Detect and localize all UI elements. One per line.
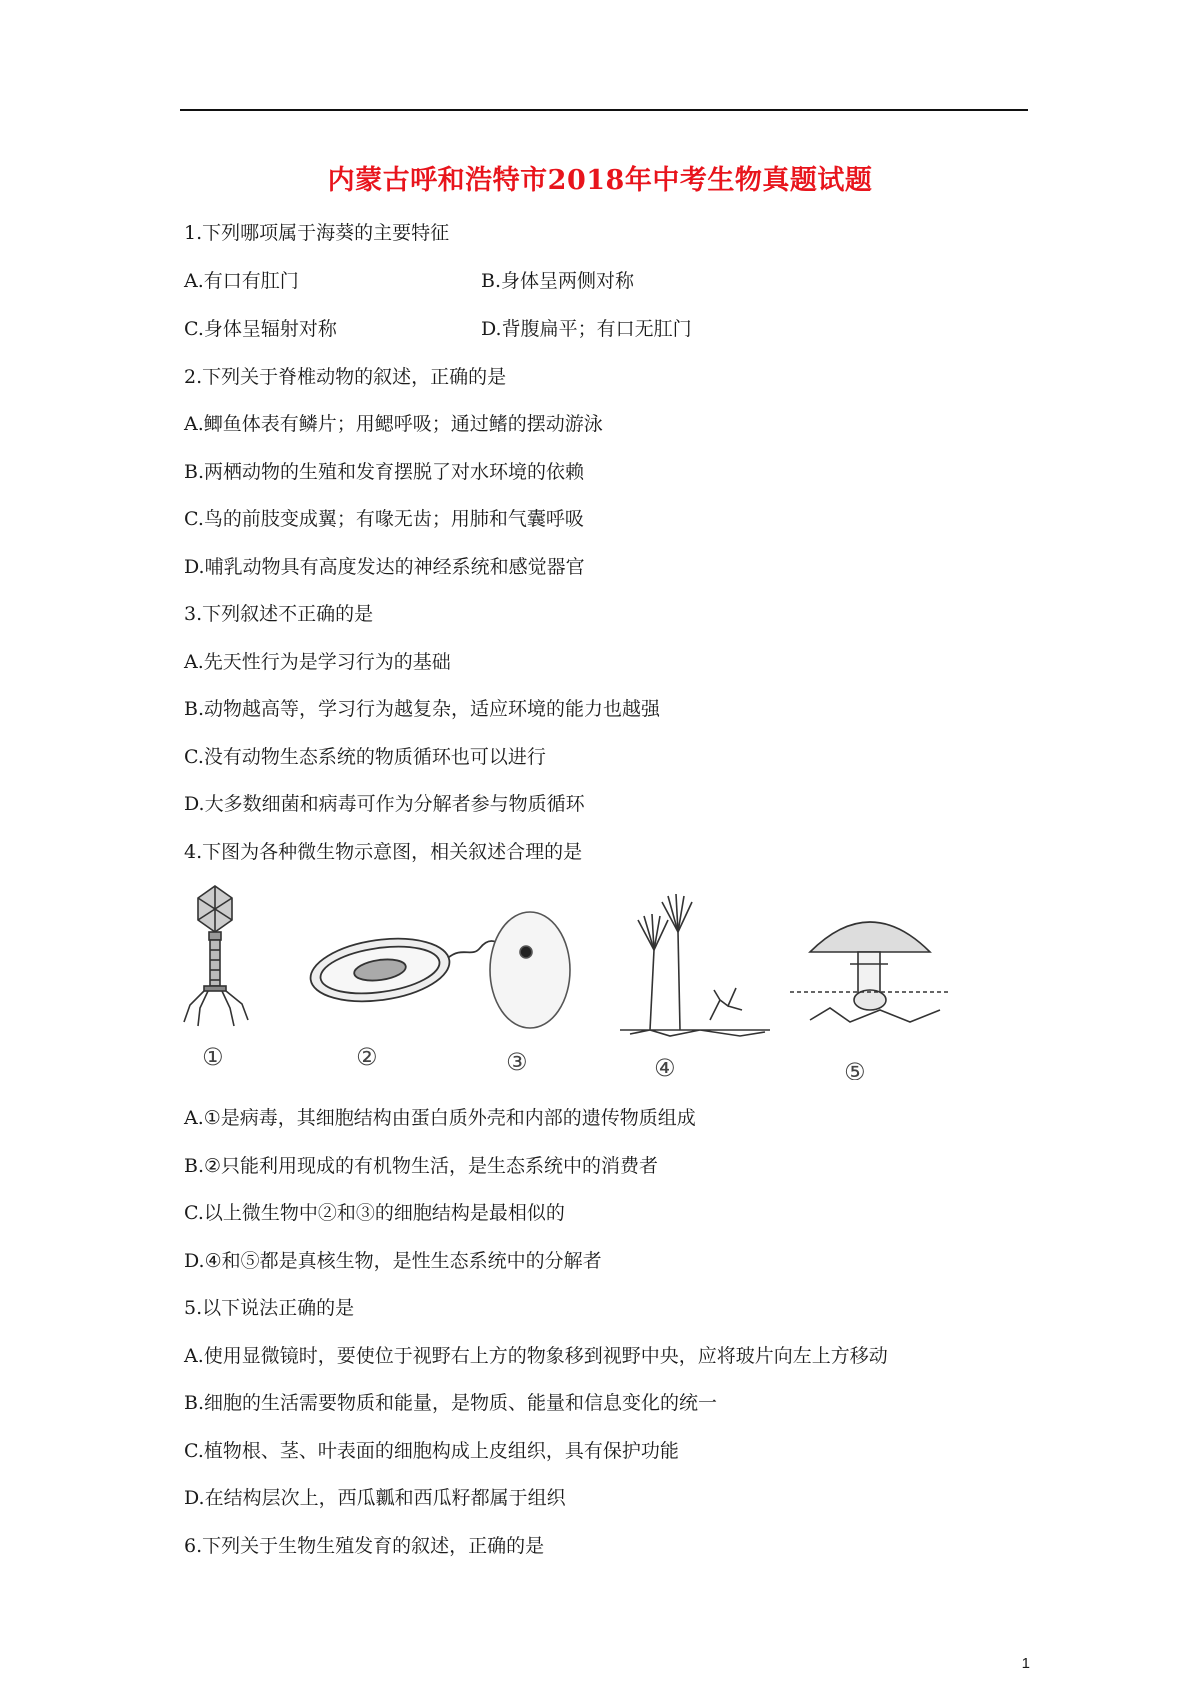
page-number: 1 xyxy=(1021,1655,1030,1672)
document-title: 内蒙古呼和浩特市2018年中考生物真题试题 xyxy=(327,165,873,196)
bacterium-illustration xyxy=(307,931,500,1010)
question-5-stem: 5.以下说法正确的是 xyxy=(184,1297,355,1319)
header-rule xyxy=(180,109,1028,111)
figure-label-2: ② xyxy=(356,1043,378,1071)
question-5-option-c: C.植物根、茎、叶表面的细胞构成上皮组织，具有保护功能 xyxy=(184,1440,679,1462)
figure-label-3: ③ xyxy=(506,1048,528,1076)
figure-label-1: ① xyxy=(202,1043,224,1071)
penicillium-illustration xyxy=(620,894,770,1036)
question-5-option-a: A.使用显微镜时，要使位于视野右上方的物象移到视野中央，应将玻片向左上方移动 xyxy=(184,1345,888,1367)
question-2-stem: 2.下列关于脊椎动物的叙述，正确的是 xyxy=(184,366,507,388)
question-1-option-d: D.背腹扁平；有口无肛门 xyxy=(481,318,692,340)
question-4-option-b: B.②只能利用现成的有机物生活，是生态系统中的消费者 xyxy=(184,1155,659,1177)
question-3-option-b: B.动物越高等，学习行为越复杂，适应环境的能力也越强 xyxy=(184,698,661,720)
question-3-option-d: D.大多数细菌和病毒可作为分解者参与物质循环 xyxy=(184,793,585,815)
microorganism-figure xyxy=(180,880,1020,1080)
question-4-option-d: D.④和⑤都是真核生物，是性生态系统中的分解者 xyxy=(184,1250,602,1272)
yeast-cell-illustration xyxy=(490,912,570,1028)
question-5-option-d: D.在结构层次上，西瓜瓤和西瓜籽都属于组织 xyxy=(184,1487,566,1509)
question-4-option-c: C.以上微生物中②和③的细胞结构是最相似的 xyxy=(184,1202,565,1224)
question-5-option-b: B.细胞的生活需要物质和能量，是物质、能量和信息变化的统一 xyxy=(184,1392,718,1414)
question-2-option-c: C.鸟的前肢变成翼；有喙无齿；用肺和气囊呼吸 xyxy=(184,508,584,530)
question-1-option-a: A.有口有肛门 xyxy=(184,270,299,292)
mushroom-illustration xyxy=(790,922,950,1022)
question-3-stem: 3.下列叙述不正确的是 xyxy=(184,603,374,625)
question-1-stem: 1.下列哪项属于海葵的主要特征 xyxy=(184,222,450,244)
question-1-option-c: C.身体呈辐射对称 xyxy=(184,318,337,340)
question-2-option-b: B.两栖动物的生殖和发育摆脱了对水环境的依赖 xyxy=(184,461,585,483)
question-2-option-a: A.鲫鱼体表有鳞片；用鳃呼吸；通过鳍的摆动游泳 xyxy=(184,413,603,435)
question-3-option-a: A.先天性行为是学习行为的基础 xyxy=(184,651,451,673)
question-4-stem: 4.下图为各种微生物示意图，相关叙述合理的是 xyxy=(184,841,583,863)
bacteriophage-illustration xyxy=(184,886,248,1026)
question-1-option-b: B.身体呈两侧对称 xyxy=(481,270,635,292)
figure-label-5: ⑤ xyxy=(844,1058,866,1080)
question-2-option-d: D.哺乳动物具有高度发达的神经系统和感觉器官 xyxy=(184,556,585,578)
figure-label-4: ④ xyxy=(654,1054,676,1080)
question-6-stem: 6.下列关于生物生殖发育的叙述，正确的是 xyxy=(184,1535,545,1557)
question-3-option-c: C.没有动物生态系统的物质循环也可以进行 xyxy=(184,746,546,768)
question-4-option-a: A.①是病毒，其细胞结构由蛋白质外壳和内部的遗传物质组成 xyxy=(184,1107,696,1129)
